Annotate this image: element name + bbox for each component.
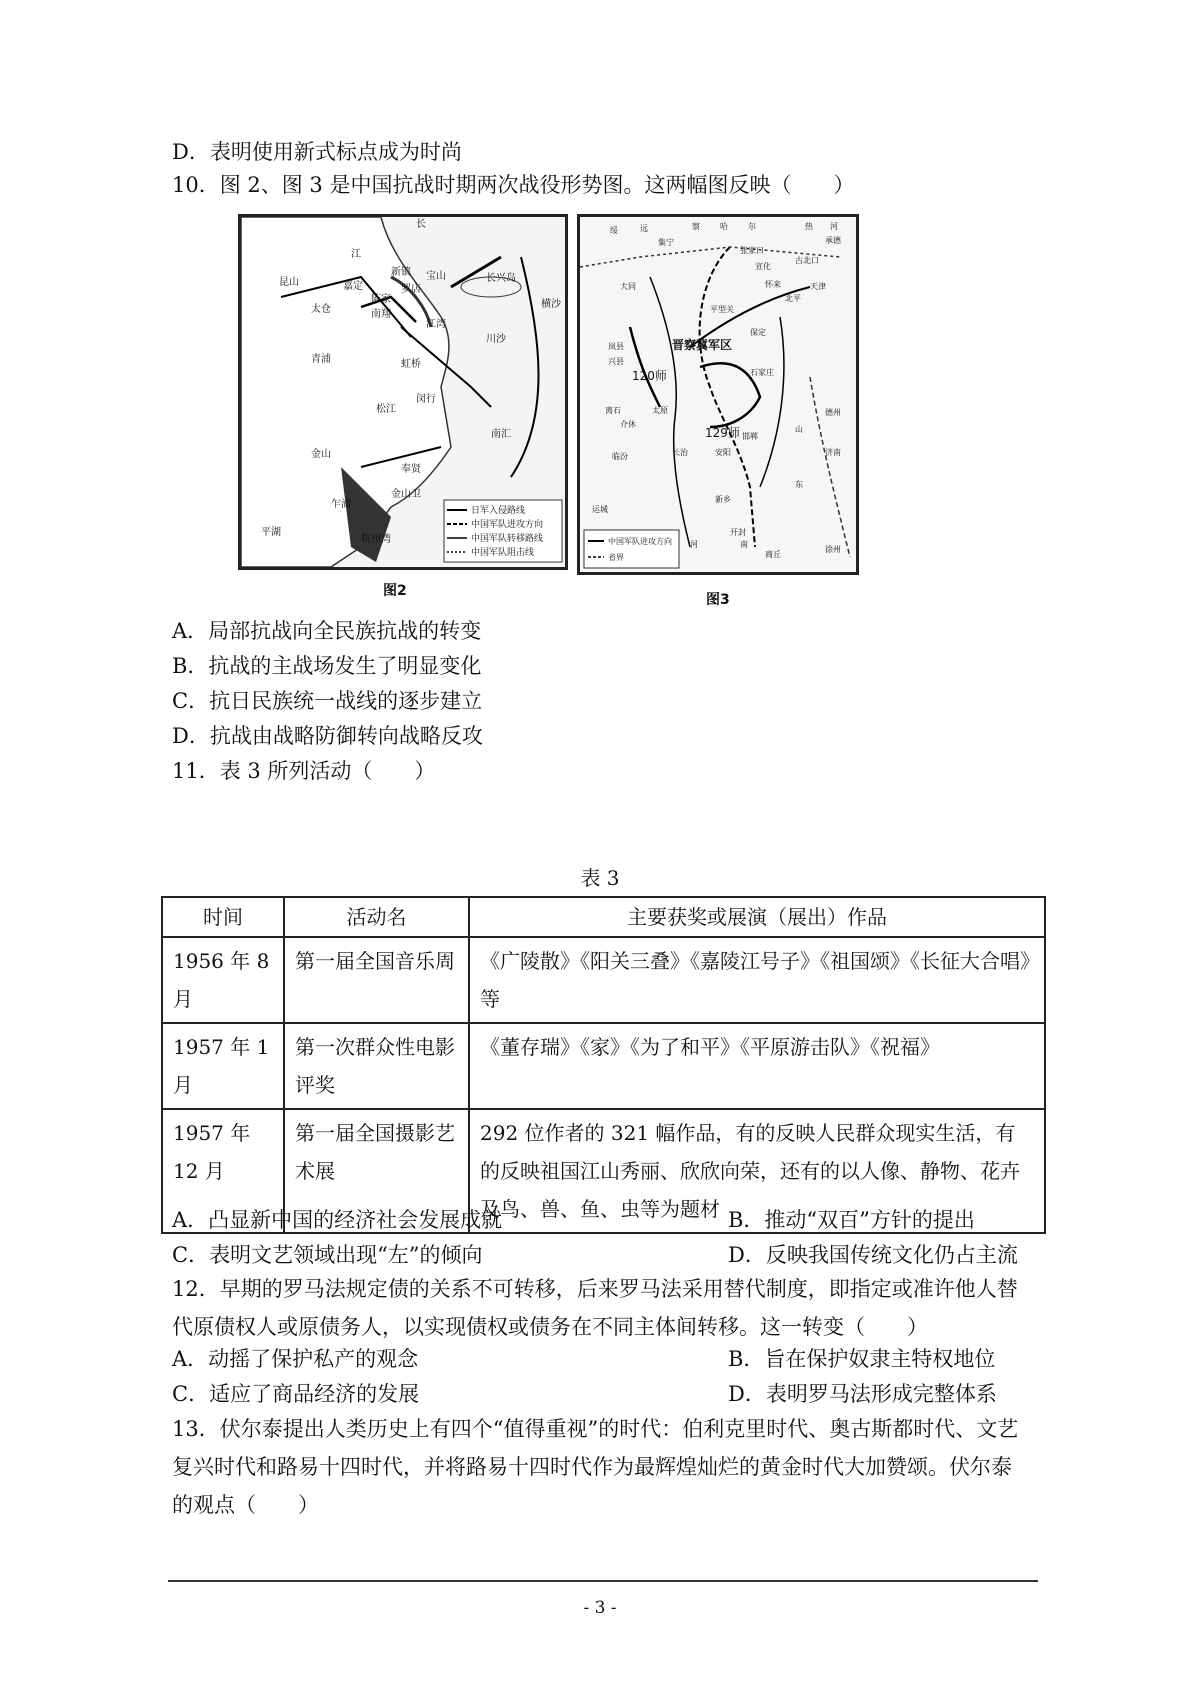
f3-label: 承德 [825,236,841,245]
table-cell: 第一届全国音乐周 [284,937,469,1023]
table-header-row [162,897,1045,937]
table-row [162,937,1045,1023]
table-cell: 292 位作者的 321 幅作品，有的反映人民群众现实生活，有的反映祖国江山秀丽、欣欣向荣，还有的以人像、静物、花卉及鸟、兽、鱼、虫等为题材 [469,1109,1045,1233]
f2-label: 南翔 [371,309,391,320]
f3-label: 徐州 [825,545,841,554]
table-header: 时间 [162,897,284,937]
legend-item: 中国军队转移路线 [471,534,544,544]
q11-option-c: C．表明文艺领域出现“左”的倾向 [172,1243,483,1267]
f2-label: 新镇 [391,267,411,278]
figure-2-svg [241,217,565,567]
table-cell: 1957 年 1 月 [162,1023,284,1109]
f2-label: 南汇 [491,429,511,440]
legend-item: 日军入侵路线 [471,506,526,516]
q9-option-d: D．表明使用新式标点成为时尚 [172,140,462,164]
f2-label: 陈家 [371,294,391,305]
q12-option-c: C．适应了商品经济的发展 [172,1382,420,1406]
f2-label: 太仓 [311,304,331,315]
table-cell: 1956 年 8 月 [162,937,284,1023]
f2-label: 长 [416,219,426,230]
table-3 [161,896,1046,1234]
q10-option-c: C．抗日民族统一战线的逐步建立 [172,689,483,713]
f3-label: 离石 [605,406,621,415]
table-header: 主要获奖或展演（展出）作品 [469,897,1045,937]
f3-label: 尔 [748,222,756,231]
q12-option-d: D．表明罗马法形成完整体系 [728,1382,997,1406]
q10-stem: 10．图 2、图 3 是中国抗战时期两次战役形势图。这两幅图反映（ ） [172,173,855,197]
f3-label: 新乡 [715,495,731,504]
f3-label: 东 [795,480,803,489]
q12-option-a: A．动摇了保护私产的观念 [172,1347,419,1371]
f3-label: 古北口 [795,256,819,265]
f3-label: 兴县 [608,357,624,366]
f2-label: 川沙 [486,334,506,345]
f2-label: 平湖 [261,527,281,538]
figure-2-map [238,214,568,570]
f3-label: 介休 [620,420,636,429]
table-header: 活动名 [284,897,469,937]
f3-label: 晋察冀军区 [672,338,733,352]
f3-label: 大同 [620,282,636,291]
f2-label: 金山卫 [391,489,421,500]
q10-option-b: B．抗战的主战场发生了明显变化 [172,654,482,678]
table-cell: 1957 年 12 月 [162,1109,284,1233]
figure-3-caption: 图3 [706,592,730,608]
f3-label: 岚县 [608,342,624,351]
f2-label: 闵行 [416,394,436,405]
f3-label: 129师 [705,426,740,440]
f3-label: 运城 [592,505,608,514]
f3-label: 察 [692,222,700,231]
legend-item: 中国军队阻击线 [471,548,535,558]
page-number: - 3 - [583,1598,617,1618]
f2-label: 杭州湾 [361,534,391,545]
f3-label: 商丘 [765,550,781,559]
f3-label: 邯郸 [742,432,758,441]
f2-label: 长兴岛 [486,273,516,284]
figure-2-caption: 图2 [383,583,407,599]
q12-stem: 12．早期的罗马法规定债的关系不可转移，后来罗马法采用替代制度，即指定或准许他人替代原债权人或原债务人，以实现债权或债务在不同主体间转移。这一转变（ ） [172,1277,1018,1339]
f3-label: 天津 [810,282,826,291]
f3-label: 济南 [825,448,841,457]
q11-option-a: A．凸显新中国的经济社会发展成就 [172,1208,503,1232]
f2-label: 青浦 [311,354,331,365]
f3-label: 石家庄 [750,368,774,377]
f2-label: 松江 [376,404,396,415]
f3-label: 开封 [730,528,746,537]
f2-label: 江 [351,249,361,260]
table-row [162,1023,1045,1109]
q11-option-b: B．推动“双百”方针的提出 [728,1208,975,1232]
f3-label: 远 [640,224,648,233]
f2-label: 横沙 [541,299,561,310]
f3-label: 河 [830,222,838,231]
table-cell: 《广陵散》《阳关三叠》《嘉陵江号子》《祖国颂》《长征大合唱》等 [469,937,1045,1023]
f2-label: 虹桥 [401,359,421,370]
q11-stem: 11．表 3 所列活动（ ） [172,759,436,783]
f3-label: 120师 [632,369,667,383]
f3-label: 河 [690,540,698,549]
f3-label: 太原 [652,406,668,415]
f2-label: 嘉定 [343,281,363,292]
q13-stem: 13．伏尔泰提出人类历史上有四个“值得重视”的时代：伯利克里时代、奥古斯都时代、文艺复兴时代和路易十四时代，并将路易十四时代作为最辉煌灿烂的黄金时代大加赞颂。伏尔泰的观点（ ） [172,1417,1019,1517]
f2-label: 乍浦 [331,499,351,510]
f3-label: 北平 [785,294,801,303]
f2-label: 宝山 [426,271,446,282]
figure-3-svg [580,217,856,572]
table-cell: 第一届全国摄影艺术展 [284,1109,469,1233]
footer-divider [168,1580,1038,1582]
f2-label: 罗店 [401,284,421,295]
table-cell: 第一次群众性电影评奖 [284,1023,469,1109]
f2-label: 奉贤 [401,464,421,475]
q12-option-b: B．旨在保护奴隶主特权地位 [728,1347,996,1371]
f2-label: 江湾 [426,319,446,330]
f3-label: 长治 [672,448,688,457]
f3-label: 平型关 [710,305,734,314]
f3-label: 热 [805,222,813,231]
q10-option-d: D．抗战由战略防御转向战略反攻 [172,724,483,748]
f3-label: 山 [795,425,803,434]
f3-label: 保定 [750,328,766,337]
f2-label: 金山 [311,449,331,460]
legend-item: 省界 [608,553,624,562]
table-title: 表 3 [580,866,620,890]
figure-3-map [577,214,859,575]
q10-option-a: A．局部抗战向全民族抗战的转变 [172,619,482,643]
f3-label: 安阳 [715,448,731,457]
f3-label: 张家口 [740,246,764,255]
f2-label: 昆山 [279,277,299,288]
f3-label: 绥 [610,226,618,235]
f3-label: 集宁 [658,238,674,247]
f3-label: 德州 [825,408,841,417]
f3-label: 南 [740,540,748,549]
q11-option-d: D．反映我国传统文化仍占主流 [728,1243,1018,1267]
f3-label: 哈 [720,222,728,231]
legend-item: 中国军队进攻方向 [471,520,544,530]
f3-label: 临汾 [612,452,628,461]
f3-label: 宣化 [755,262,771,271]
f3-label: 怀来 [765,280,781,289]
legend-item: 中国军队进攻方向 [608,537,672,546]
table-cell: 《董存瑞》《家》《为了和平》《平原游击队》《祝福》 [469,1023,1045,1109]
